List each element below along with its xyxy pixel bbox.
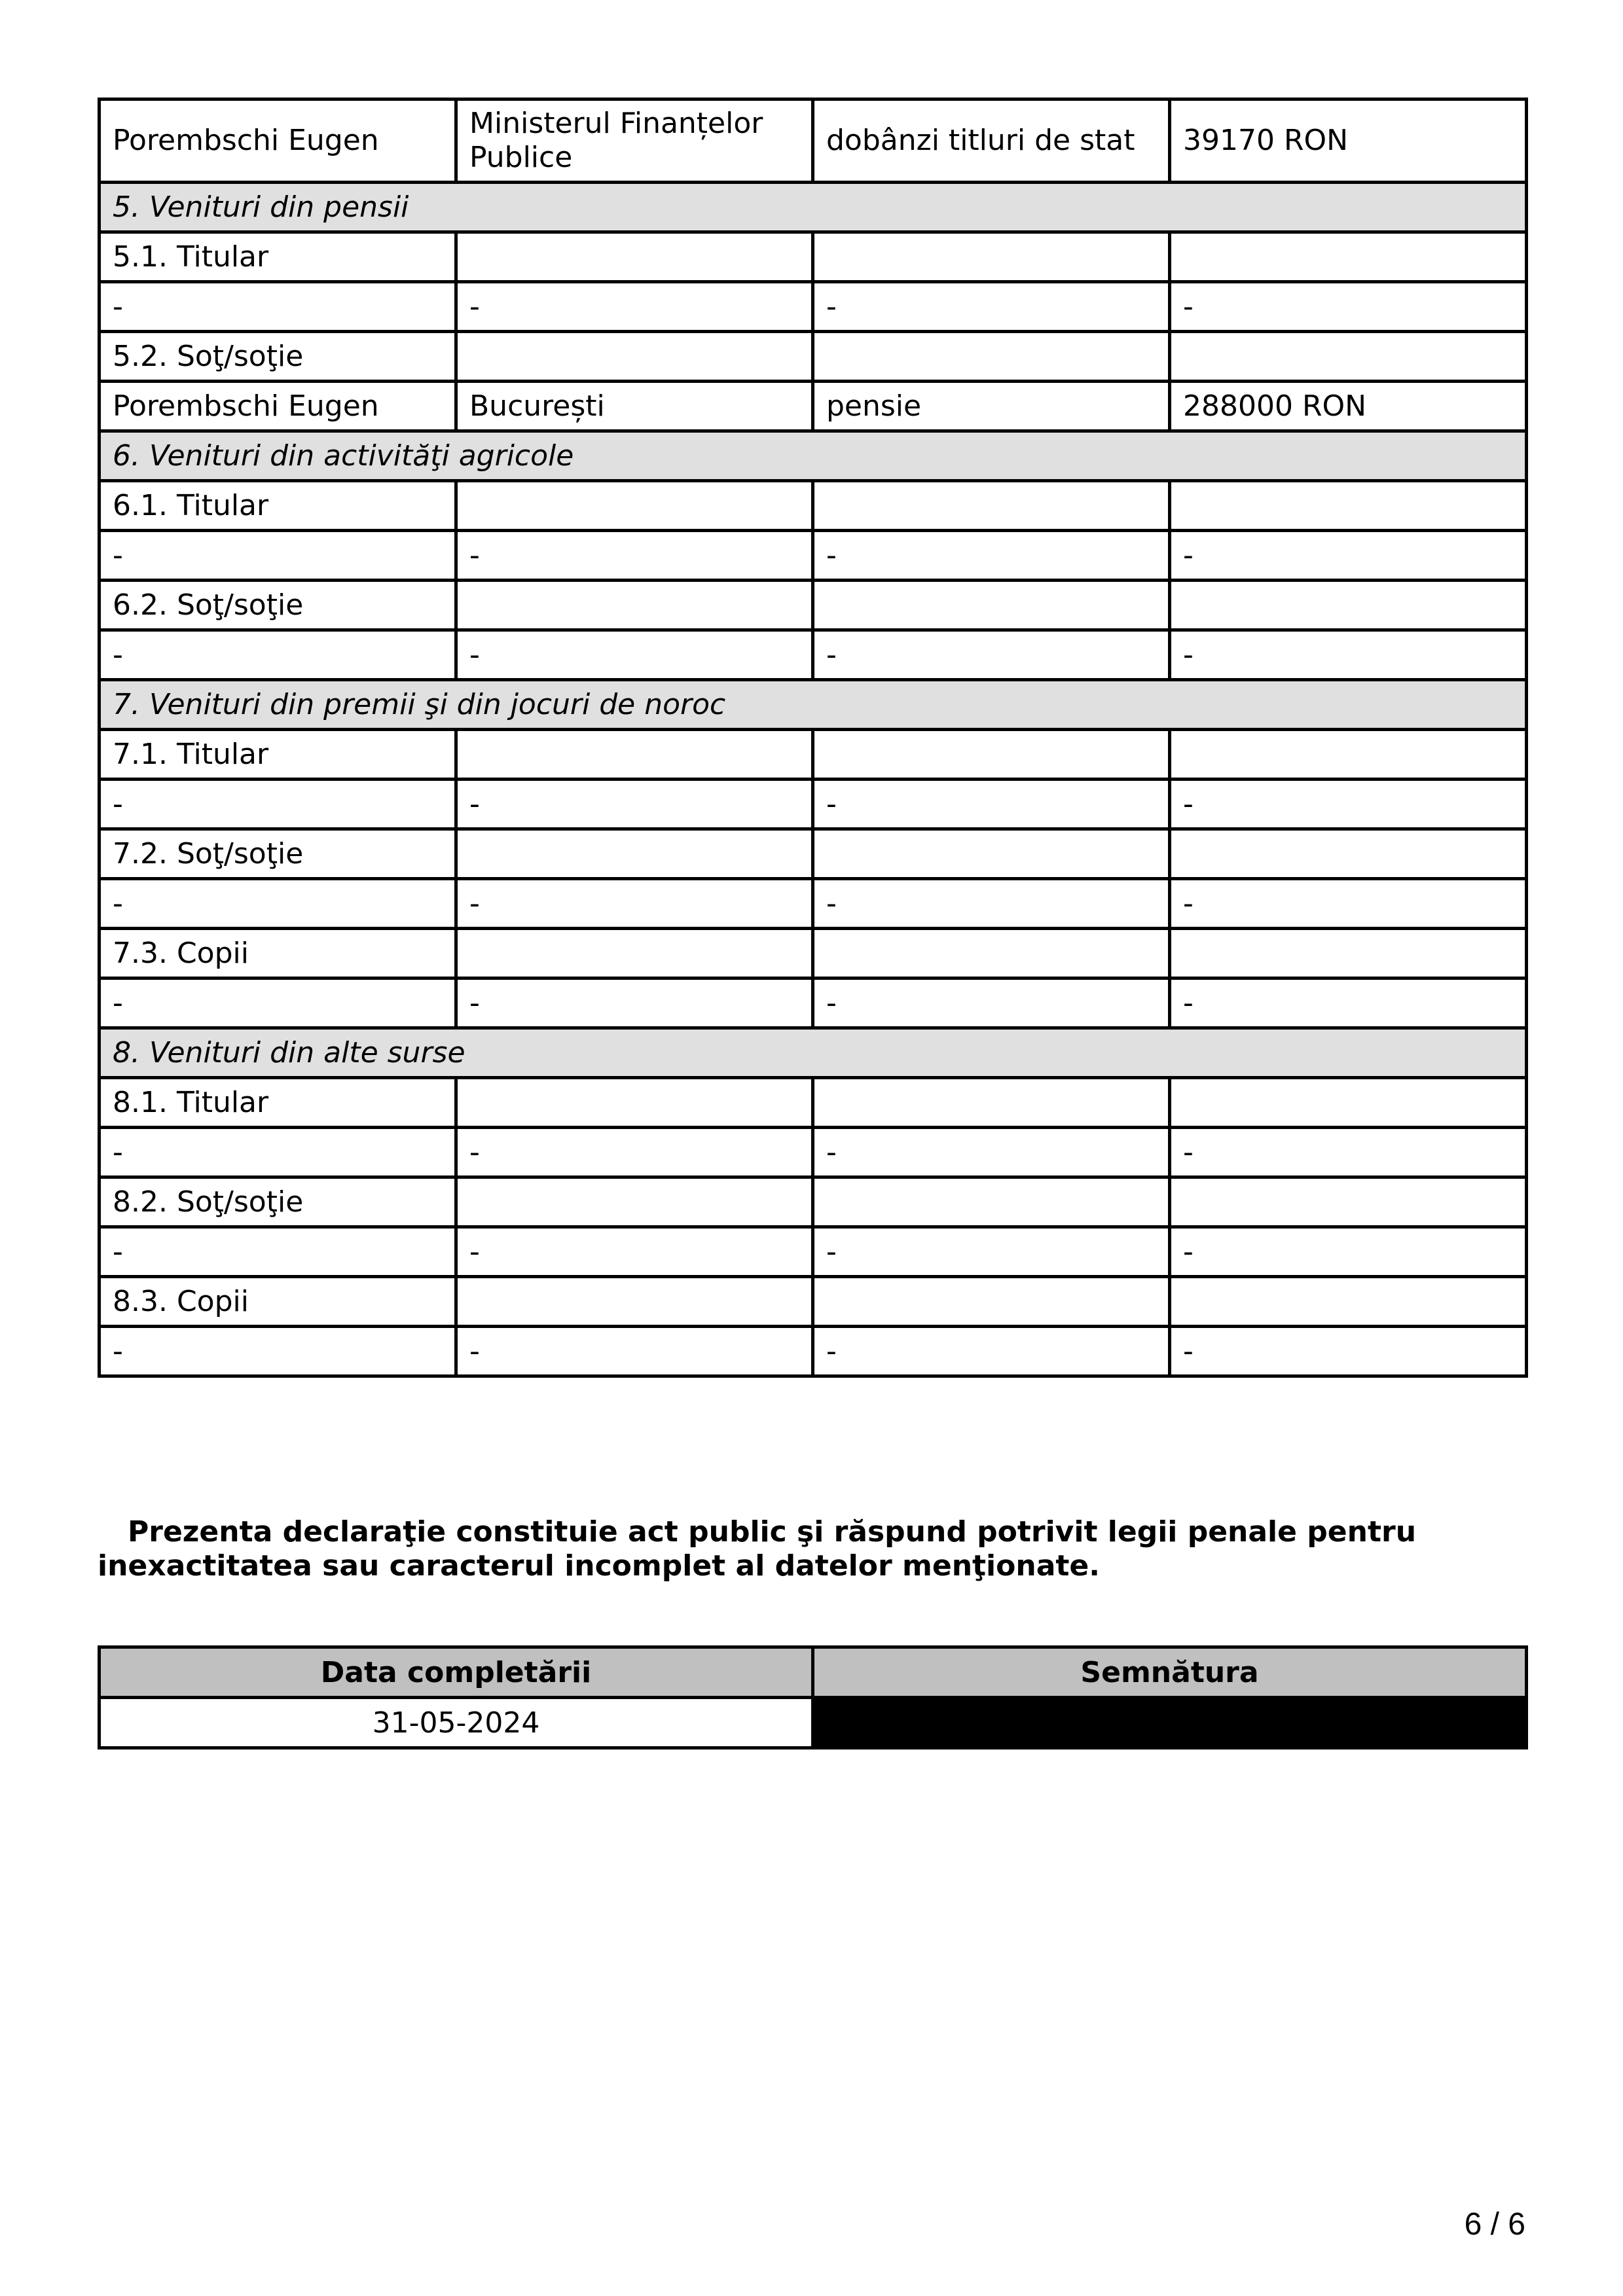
table-cell: - [813, 780, 1170, 829]
table-cell: dobânzi titluri de stat [813, 99, 1170, 183]
group-label: 6.1. Titular [100, 481, 456, 531]
table-cell: - [1170, 1227, 1527, 1277]
table-cell: 288000 RON [1170, 382, 1527, 431]
table-cell: - [100, 780, 456, 829]
table-row [100, 282, 1527, 332]
table-cell [456, 1078, 813, 1128]
table-cell [456, 929, 813, 978]
table-cell [813, 1277, 1170, 1327]
page-number: 6 / 6 [1464, 2207, 1525, 2242]
table-cell [456, 1177, 813, 1227]
group-label-row [100, 332, 1527, 382]
group-label: 8.3. Copii [100, 1277, 456, 1327]
table-cell: - [813, 531, 1170, 581]
group-label-row [100, 1177, 1527, 1227]
table-cell: - [813, 282, 1170, 332]
table-row [100, 531, 1527, 581]
table-cell: - [1170, 1327, 1527, 1376]
table-cell [813, 1078, 1170, 1128]
table-cell: - [1170, 282, 1527, 332]
table-cell: - [1170, 531, 1527, 581]
table-cell [456, 581, 813, 630]
group-label: 5.2. Soţ/soţie [100, 332, 456, 382]
completion-date: 31-05-2024 [100, 1698, 813, 1748]
table-cell: - [1170, 1128, 1527, 1177]
group-label-row [100, 1277, 1527, 1327]
table-row [100, 879, 1527, 929]
table-row [100, 1647, 1527, 1698]
group-label: 6.2. Soţ/soţie [100, 581, 456, 630]
table-cell: - [456, 780, 813, 829]
table-cell: - [100, 1128, 456, 1177]
table-cell: - [100, 1327, 456, 1376]
table-cell: Porembschi Eugen [100, 382, 456, 431]
table-cell: Ministerul Finanțelor Publice [456, 99, 813, 183]
table-row [100, 382, 1527, 431]
table-cell [456, 1277, 813, 1327]
table-cell: - [100, 879, 456, 929]
table-cell: - [456, 1227, 813, 1277]
group-label-row [100, 481, 1527, 531]
group-label: 7.1. Titular [100, 730, 456, 780]
section-row [100, 1028, 1527, 1078]
group-label: 8.1. Titular [100, 1078, 456, 1128]
group-label-row [100, 232, 1527, 282]
table-row [100, 1698, 1527, 1748]
group-label: 8.2. Soţ/soţie [100, 1177, 456, 1227]
table-cell: - [456, 978, 813, 1028]
table-row [100, 1128, 1527, 1177]
table-cell [1170, 730, 1527, 780]
table-cell: - [813, 630, 1170, 680]
section-title: 7. Venituri din premii şi din jocuri de noroc [100, 680, 1527, 730]
table-row [100, 630, 1527, 680]
table-cell [456, 829, 813, 879]
table-cell: - [456, 531, 813, 581]
table-cell [813, 929, 1170, 978]
table-cell: - [1170, 978, 1527, 1028]
table-cell [813, 1177, 1170, 1227]
group-label: 5.1. Titular [100, 232, 456, 282]
table-cell [813, 829, 1170, 879]
signature-header: Semnătura [813, 1647, 1527, 1698]
section-row [100, 680, 1527, 730]
table-cell: - [100, 630, 456, 680]
table-cell: Porembschi Eugen [100, 99, 456, 183]
table-cell: 39170 RON [1170, 99, 1527, 183]
declaration-statement: Prezenta declaraţie constituie act public şi răspund potrivit legii penale pentru inexactitatea sau caracterul incomplet al datelor menţionate. [98, 1515, 1417, 1583]
table-cell [456, 481, 813, 531]
table-cell [1170, 1177, 1527, 1227]
table-cell [456, 232, 813, 282]
table-cell: - [100, 1227, 456, 1277]
table-cell: București [456, 382, 813, 431]
table-row [100, 780, 1527, 829]
section-row [100, 431, 1527, 481]
table-cell: - [813, 879, 1170, 929]
group-label-row [100, 829, 1527, 879]
group-label: 7.2. Soţ/soţie [100, 829, 456, 879]
table-cell: - [813, 978, 1170, 1028]
table-cell [1170, 332, 1527, 382]
table-row [100, 978, 1527, 1028]
table-cell: - [813, 1227, 1170, 1277]
table-cell: - [456, 879, 813, 929]
table-cell [813, 581, 1170, 630]
table-cell: - [1170, 780, 1527, 829]
section-title: 5. Venituri din pensii [100, 183, 1527, 232]
table-cell: - [813, 1327, 1170, 1376]
table-cell [813, 332, 1170, 382]
table-cell: - [813, 1128, 1170, 1177]
table-cell [1170, 581, 1527, 630]
group-label-row [100, 929, 1527, 978]
table-cell [456, 332, 813, 382]
signature-table [98, 1645, 1528, 1749]
section-row [100, 183, 1527, 232]
table-row [100, 1327, 1527, 1376]
income-table [98, 98, 1528, 1378]
table-cell [1170, 232, 1527, 282]
table-cell: - [456, 282, 813, 332]
table-cell: - [456, 1327, 813, 1376]
table-cell [1170, 829, 1527, 879]
table-cell: - [100, 282, 456, 332]
table-cell [813, 232, 1170, 282]
table-cell [456, 730, 813, 780]
table-cell [1170, 1277, 1527, 1327]
table-cell [1170, 929, 1527, 978]
group-label-row [100, 1078, 1527, 1128]
section-title: 6. Venituri din activităţi agricole [100, 431, 1527, 481]
table-cell: - [456, 630, 813, 680]
table-cell: - [100, 978, 456, 1028]
table-cell [813, 481, 1170, 531]
table-cell: - [100, 531, 456, 581]
table-row [100, 99, 1527, 183]
table-cell: - [1170, 630, 1527, 680]
redacted-signature [813, 1698, 1527, 1748]
group-label-row [100, 581, 1527, 630]
table-row [100, 1227, 1527, 1277]
group-label: 7.3. Copii [100, 929, 456, 978]
table-cell: pensie [813, 382, 1170, 431]
section-title: 8. Venituri din alte surse [100, 1028, 1527, 1078]
group-label-row [100, 730, 1527, 780]
table-cell [1170, 481, 1527, 531]
date-header: Data completării [100, 1647, 813, 1698]
table-cell: - [456, 1128, 813, 1177]
table-cell: - [1170, 879, 1527, 929]
table-cell [1170, 1078, 1527, 1128]
table-cell [813, 730, 1170, 780]
